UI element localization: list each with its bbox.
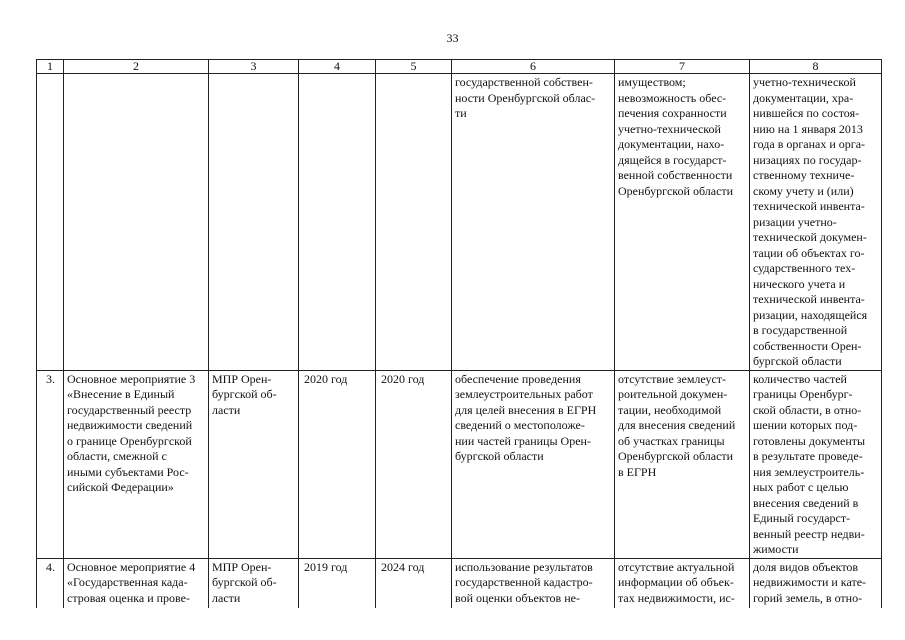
program-table [36,59,882,608]
text-line: тах недвижимости, ис- [618,590,735,605]
consequences-cell [615,558,750,608]
text-line: в государственной [753,323,848,337]
text-line: ных работ с целью [753,480,849,494]
text-line: МПР Орен- [212,371,272,386]
text-line: государственный реестр [67,402,192,417]
header-cell-2: 2 [64,60,209,74]
text-line: границы Оренбург- [753,387,853,401]
text-line: тации об объектах го- [753,245,865,260]
text-line: ской области, в отно- [753,402,862,417]
text-line: вой оценки объектов не- [455,590,580,605]
start-date-cell: 2019 год [299,558,376,608]
text-line: «Внесение в Единый [67,387,175,401]
start-date-cell: 2020 год [299,370,376,558]
row-number: 4. [37,558,64,608]
text-line: ризации, находящейся [753,307,868,322]
text-line: нию на 1 января 2013 [753,121,863,136]
text-line: в результате проведе- [753,449,863,463]
text-line: ния землеустроитель- [753,464,865,479]
text-line: бургской области [753,354,842,368]
text-line: бургской об- [212,575,277,589]
text-line: Оренбургской области [618,183,734,198]
text-line: венной собственности [618,168,733,182]
executor-cell [209,558,299,608]
text-line: технической докумен- [753,230,867,244]
text-line: технической инвента- [753,292,865,306]
text-line: Единый государст- [753,511,851,525]
end-date-cell [376,74,452,371]
expected-result-cell [452,558,615,608]
table-row [37,558,882,608]
text-line: недвижимости и кате- [753,575,867,589]
text-line: государственной кадастро- [455,575,593,589]
text-line: Оренбургской области [618,449,734,463]
text-line: собственности Орен- [753,338,862,353]
indicator-link-cell [750,558,882,608]
text-line: для внесения сведений [618,418,736,432]
text-line: стровая оценка и прове- [67,590,190,605]
header-row [37,60,882,74]
row-number [37,74,64,371]
text-line: для целей внесения в ЕГРН [455,402,597,417]
text-line: нившейся по состоя- [753,106,860,120]
text-line: об участках границы [618,433,725,448]
executor-cell [209,74,299,371]
measure-name-cell [64,74,209,371]
text-line: венный реестр недви- [753,526,865,541]
indicator-link-cell [750,74,882,371]
end-date-cell: 2020 год [376,370,452,558]
consequences-cell [615,370,750,558]
text-line: сударственного тех- [753,261,856,275]
text-line: недвижимости сведений [67,418,193,432]
header-cell-7: 7 [615,60,750,74]
text-line: ственному техниче- [753,168,855,182]
text-line: землеустроительных работ [455,387,593,401]
text-line: тации, необходимой [618,402,722,417]
header-cell-5: 5 [376,60,452,74]
text-line: учетно-технической [618,121,721,136]
text-line: «Государственная када- [67,575,188,589]
text-line: о границе Оренбургской [67,433,192,448]
text-line: жимости [753,542,799,556]
text-line: скому учету и (или) [753,183,854,198]
row-number: 3. [37,370,64,558]
text-line: сведений о местоположе- [455,418,585,432]
text-line: роительной докумен- [618,387,728,401]
text-line: области, смежной с [67,449,167,463]
header-cell-3: 3 [209,60,299,74]
text-line: сийской Федерации» [67,480,174,494]
text-line: имуществом; [618,75,686,89]
text-line: доля видов объектов [753,559,859,574]
text-line: невозможность обес- [618,90,727,105]
text-line: шении которых под- [753,418,858,432]
text-line: печения сохранности [618,106,727,120]
text-line: количество частей [753,371,847,386]
table-row [37,370,882,558]
text-line: государственной собствен- [455,75,593,89]
header-cell-4: 4 [299,60,376,74]
start-date-cell [299,74,376,371]
expected-result-cell [452,74,615,371]
text-line: ти [455,106,467,120]
text-line: нического учета и [753,276,846,291]
text-line: Основное мероприятие 4 [67,559,196,574]
text-line: ризации учетно- [753,214,837,229]
text-line: учетно-технической [753,75,856,89]
text-line: года в органах и орга- [753,137,866,151]
text-line: бургской области [455,449,544,463]
text-line: документации, хра- [753,90,854,105]
text-line: Основное мероприятие 3 [67,371,196,386]
text-line: бургской об- [212,387,277,401]
text-line: отсутствие землеуст- [618,371,727,386]
expected-result-cell [452,370,615,558]
table-row [37,74,882,371]
text-line: ласти [212,590,241,605]
text-line: ласти [212,402,241,417]
text-line: МПР Орен- [212,559,272,574]
text-line: ности Оренбургской облас- [455,90,596,105]
measure-name-cell [64,558,209,608]
text-line: технической инвента- [753,199,865,213]
text-line: иными субъектами Рос- [67,464,189,479]
page-number: 33 [446,31,459,45]
text-line: документации, нахо- [618,137,725,151]
text-line: внесения сведений в [753,495,859,510]
text-line: готовлены документы [753,433,866,448]
text-line: низациях по государ- [753,152,862,167]
indicator-link-cell [750,370,882,558]
text-line: использование результатов [455,559,593,574]
measure-name-cell [64,370,209,558]
text-line: отсутствие актуальной [618,559,735,574]
text-line: горий земель, в отно- [753,590,863,605]
consequences-cell [615,74,750,371]
header-cell-8: 8 [750,60,882,74]
header-cell-1: 1 [37,60,64,74]
text-line: в ЕГРН [618,464,657,479]
executor-cell [209,370,299,558]
text-line: нии частей границы Орен- [455,433,591,448]
text-line: обеспечение проведения [455,371,581,386]
text-line: информации об объек- [618,575,734,589]
text-line: дящейся в государст- [618,152,727,167]
end-date-cell: 2024 год [376,558,452,608]
header-cell-6: 6 [452,60,615,74]
